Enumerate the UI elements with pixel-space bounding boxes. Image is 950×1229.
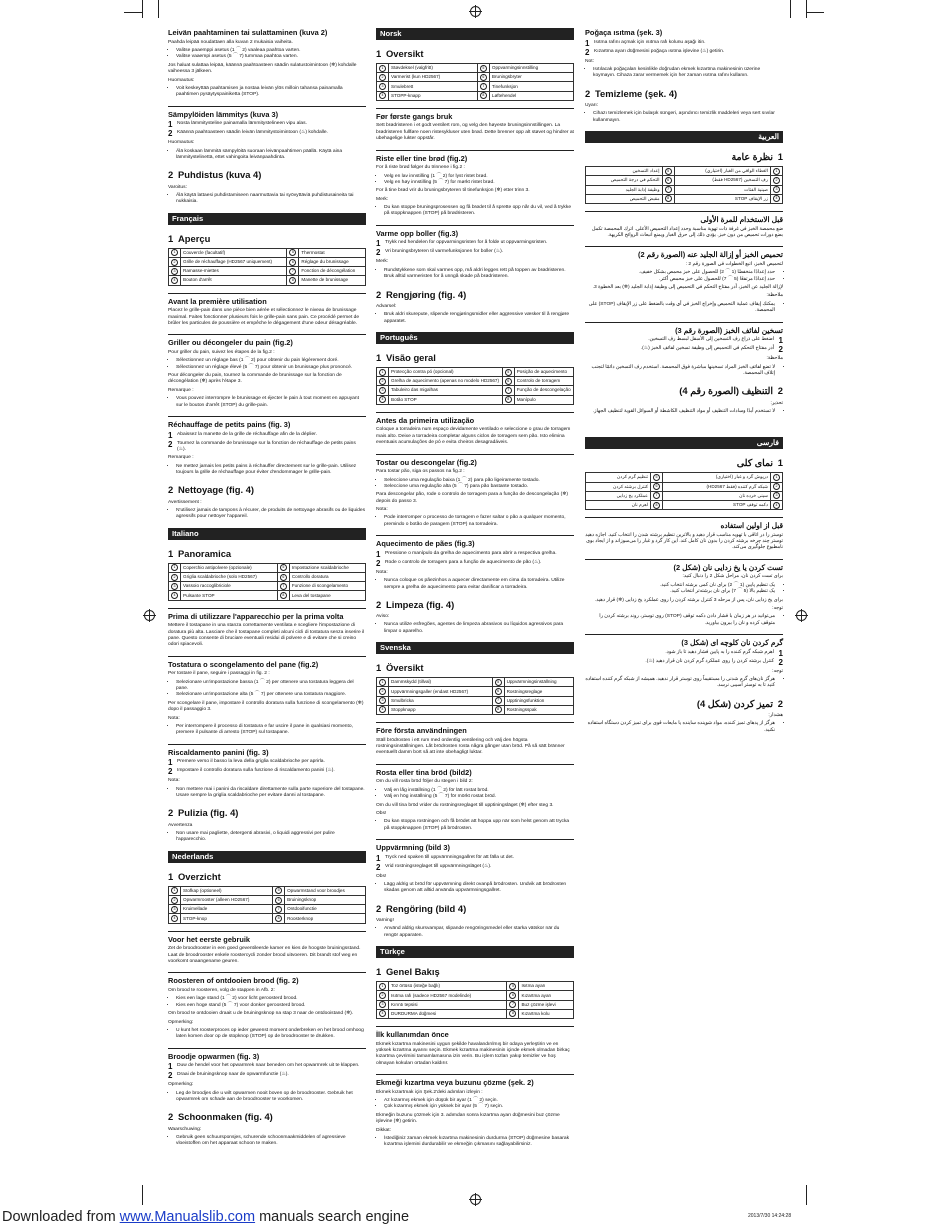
no-first-text: Sett brødristeren i et godt ventilert rom, og velg den høyeste bruningsinnstillingen. La brødristeren fullføre noen ristesykluser uten brød. Dette brenner opp alt støvet og hindrer at ubehagelige lukter oppstår. (376, 123, 574, 142)
pt-clean-warn-label: Aviso: (376, 614, 390, 620)
sv-warm-note: • Lägg aldrig ut bröd för uppvärmning direkt ovanpå brödrosten. Undvik att brödrosten skadas genom att alltid använda uppvärmningsgallret. (384, 882, 574, 895)
it-note-label: Nota: (168, 715, 180, 721)
tr-warm-step: Kızartma ayarı düğmesini poğaça ısıtma işlevine (♨) getirin. (594, 48, 725, 54)
no-toast-after: For å tine brød vrir du bruningsbryteren til tinefunksjon (❄) etter trinn 3. (376, 188, 530, 194)
it-overview-heading: 1 Panoramica (168, 547, 232, 559)
it-first-text: Mettere il tostapane in una stanza correttamente ventilata e scegliere l'impostazione di doratura più alta. Lasciare che il tostapane completi alcuni cicli di tostatura senza inserire il pane. Questo consente di bruciare eventuali residui di polvere e di evitare che si creino odori spiacevoli. (168, 623, 365, 648)
tr-toast-heading: Ekmeği kızartma veya buzunu çözme (şek. 2) (376, 1074, 574, 1088)
pt-first-heading: Antes da primeira utilização (376, 412, 574, 426)
pt-note-label: Nota: (376, 507, 388, 512)
registration-mark (470, 6, 481, 17)
ar-note-label: ملاحظة: (766, 293, 783, 299)
tr-clean-heading: 2 Temizleme (şek. 4) (585, 87, 678, 99)
fi-warm-step: Nosta lämmitysteline painamalla lämmitystelineen vipu alas. (177, 121, 307, 127)
print-timestamp: 2013/7/30 14:24:28 (748, 1213, 792, 1219)
pt-note: • Pode interromper o processo de torragem e fazer saltar o pão a qualquer momento, premindo o botão de paragem (STOP) na torradeira. (384, 515, 574, 528)
crop-mark (142, 1185, 143, 1205)
ar-warm-note-label: ملاحظة: (766, 356, 783, 362)
crop-mark (806, 1185, 807, 1205)
fa-first-text: توستر را در اتاقی با تهویه مناسب قرار دهید و بالاترین تنظیم برشته شدن را انتخاب کنید. اجازه دهید توستر چند چرخه برشته کردن را بدون نان کامل کند. این کار گرد و غبار را می‌سوزاند و از ایجاد بوی نامطبوع جلوگیری می‌کند. (585, 532, 783, 551)
fi-clean-warn-label: Varoitus: (168, 184, 187, 190)
sv-warm-step: Vrid rostningsreglaget till uppvärmningsläget (♨). (385, 863, 492, 869)
fr-note: • Vous pouvez interrompre le brunissage et éjecter le pain à tout moment en appuyant sur le bouton d'arrêt (STOP) du grille-pain. (176, 396, 366, 409)
it-toast-intro: Per tostare il pane, seguire i passaggi in fig. 2 : (168, 671, 270, 677)
no-warm-note-label: Merk: (376, 259, 389, 265)
fa-toast-after: برای یخ زدایی نان، پس از مرحله 3 کنترل برشته کردن را روی عملکرد یخ زدایی (❄) قرار دهید. (594, 597, 783, 603)
fi-toast-bullet: • Valitse vaaempi asetus (5 ⌒ 7) tummaa paahtoa varten. (176, 54, 366, 60)
section-header-sv: Svenska (376, 642, 574, 654)
nl-overview-heading: 1 Overzicht (168, 870, 221, 882)
it-clean-heading: 2 Pulizia (fig. 4) (168, 807, 239, 819)
tr-note: • İstediğiniz zaman ekmek kızartma makinesinin durdurma (STOP) düğmesine basarak kızartma işlemini durdurabilir ve ekmeğin çıkmasını sağlayabilirsiniz. (384, 1136, 574, 1149)
pt-warm-note: • Nunca coloque os pãezinhos a aquecer directamente em cima da torradeira. Utilize sempre a grelha de aquecimento para evitar danificar a torradeira. (384, 578, 574, 591)
registration-mark (470, 1194, 481, 1205)
fa-warm-note-label: توجه: (772, 668, 783, 674)
ar-toast-after: لإزالة الجليد عن الخبز، أدر مفتاح التحكم في التحميص إلى وظيفة إذابة الجليد (❄) بعد الخطوة 3. (592, 285, 783, 291)
fi-toast-heading: Leivän paahtaminen tai sulattaminen (kuva 2) (168, 28, 328, 37)
sv-warm-step: Tryck ned spaken till uppvärmningsgallret för att fälla ut det. (385, 854, 514, 860)
pt-toast-bullet: • Seleccione uma regulação baixa (1 ⌒ 2) para pão ligeiramente tostado. (384, 478, 574, 484)
section-header-it: Italiano (168, 528, 366, 540)
pt-warm-step: Pressione o manípulo da grelha de aquecimento para abrir a respectiva grelha. (385, 550, 557, 556)
no-toast-bullet: • Velg en lav innstilling (1 ⌒ 2) for lyst ristet brød. (384, 174, 574, 180)
section-header-fa: فارسی (585, 437, 783, 449)
sv-clean-warn: • Använd aldrig skursvampar, slipande rengöringsmedel eller starka vätskor när du rengör apparaten. (384, 926, 574, 939)
no-toast-intro: For å riste brød følger du trinnene i fig.2 : (376, 165, 465, 171)
no-warm-note: • Rundstykkene som skal varmes opp, må aldri legges rett på toppen av brødristeren. Bruk alltid varmeristen for å unngå skade på brødristeren. (384, 268, 574, 281)
tr-toast-bullet: • Çok kızarmış ekmek için yüksek bir ayar (5 ⌒ 7) seçin. (384, 1104, 574, 1110)
download-prefix: Downloaded from (2, 1209, 120, 1225)
fr-clean-heading: 2 Nettoyage (fig. 4) (168, 484, 255, 496)
download-notice (2, 1209, 409, 1225)
section-header-fr: Français (168, 213, 366, 225)
fa-first-heading: قبل از اولین استفاده (585, 517, 783, 531)
fa-toast-bullet: • یک تنظیم بالا (5 ⌒ 7) برای نان برشته‌تر انتخاب کنید. (585, 589, 775, 595)
fi-toast-list (168, 48, 366, 61)
sv-clean-heading: 2 Rengöring (bild 4) (376, 902, 467, 914)
ar-note: • يمكنك إيقاف عملية التحميص وإخراج الخبز في أي وقت بالضغط على زر الإيقاف (STOP) على المحمصة. (585, 302, 775, 315)
sv-warm-note-label: Obs! (376, 873, 387, 879)
crop-mark (142, 0, 143, 18)
ar-warm-step: اضغط على ذراع رف التسخين إلى الأسفل لبسط رف التسخين. (648, 337, 774, 343)
crop-mark (806, 12, 824, 13)
section-header-ar: العربية (585, 131, 783, 143)
tr-toast-intro: Ekmek kızartmak için Şek.2'deki adımları izleyin : (376, 1089, 483, 1095)
tr-note-label: Dikkat: (376, 1127, 391, 1133)
it-first-heading: Prima di utilizzare l'apparecchio per la prima volta (168, 608, 366, 622)
pt-toast-intro: Para tostar pão, siga os passos na fig.2 : (376, 469, 465, 475)
sv-toast-bullet: • Välj en låg inställning (1 ⌒ 2) för lätt rostat bröd. (384, 788, 574, 794)
it-clean-warn: • Non usare mai pagliette, detergenti abrasivi, o liquidi aggressivi per pulire l'apparecchio. (176, 831, 366, 844)
no-note: • Du kan stoppe bruningsprosessen og få brødet til å sprette opp når du vil, ved å trykke på stoppknappen (STOP) på brødristeren. (384, 205, 574, 218)
crop-mark (124, 12, 142, 13)
it-warm-step: Premere verso il basso la leva della griglia scaldabrioche per aprirla. (177, 759, 325, 765)
column-middle: Norsk 1 Oversikt 1 Støvdeksel (valgfritt) 5 Oppvarmingsinnstilling 2 Varmerist (kun HD2567) 6 Bruningsbryter 3 Smulebrett 7 Tinefunksjon 4 STOPP-knapp 8 Løftehendel Før første gangs bruk Sett brødristeren i et godt ventilert rom, og velg den høyeste bruningsinnstillingen. La brødristeren fullføre noen ristesykluser uten brød. Dette brenner opp alt støvet og hindrer at ubehagelige lukter oppstår. Riste eller tine brød (fig.2) For å riste brød følger du trinnene i fig.2 : • Velg en lav innstilling (1 ⌒ 2) for lyst ristet brød. • Velg en høy innstilling (5 ⌒ 7) for mørkt ristet brød. For å tine brød vrir du bruningsbryteren til tinefunksjon (❄) etter trinn 3. Merk: • Du kan stoppe bruningsprosessen og få brødet til å sprette opp når du vil, ved å trykke på stoppknappen (STOP) på brødristeren. Varme opp boller (fig.3) 1 Trykk ned hendelen for oppvarmingsristen for å folde ut oppvarmingsristen. 2 Vri bruningsbryteren til varmefunksjonen for boller (♨). Merk: • Rundstykkene som skal varmes opp, må aldri legges rett på toppen av brødristeren. Bruk alltid varmeristen for å unngå skade på brødristeren. 2 Rengjøring (fig. 4) Advarsel: • Bruk aldri skurepute, slipende rengjøringsmidler eller aggressive væsker til å rengjøre apparatet. Português 1 Visão geral 1 Protecção contra pó (opcional) 5 Posição de aquecimento 2 Grelha de aquecimento (apenas no modelo HD2567) 6 Controlo de torragem 3 Tabuleiro das migalhas 7 Função de descongelação 4 Botão STOP 8 Manípulo Antes da primeira utilização Coloque a torradeira num espaço devidamente ventilado e seleccione o grau de torragem mais alto. Deixe a torradeira completar alguns ciclos de torragem sem pão. Isto elimina eventuais acumulações de pó e evita cheiros desagradáveis. Tostar ou descongelar (fig.2) Para tostar pão, siga os passos na fig.2 : • Seleccione uma regulação baixa (1 ⌒ 2) para pão ligeiramente tostado. • Seleccione uma regulação alta (5 ⌒ 7) para pão bastante tostado. Para descongelar pão, rode o controlo de torragem para a função de descongelação (❄) depois do passo 3. Nota: • Pode interromper o processo de torragem e fazer saltar o pão a qualquer momento, premindo o botão de paragem (STOP) na torradeira. Aquecimento de pães (fig.3) 1 Pressione o manípulo da grelha de aquecimento para abrir a respectiva grelha. 2 Rode o controlo de torragem para a função de aquecimento de pão (♨). Nota: • Nunca coloque os pãezinhos a aquecer directamente em cima da torradeira. Utilize sempre a grelha de aquecimento para evitar danificar a torradeira. 2 Limpeza (fig. 4) Aviso: • Nunca utilize esfregões, agentes de limpeza abrasivos ou líquidos agressivos para limpar o aparelho. Svenska 1 Översikt 1 Dammskydd (tillval) 5 Uppvärmningsinställning 2 Uppvärmningsgaller (endast HD2567) 6 Rostningsreglage 3 Smulbricka 7 Upptiningsfunktion 4 Stoppknapp 8 Rostningsspak Före första användningen Ställ brödrosten i ett rum med ordentlig ventilering och välj den högsta rostningsinställningen. Låt brödrosten rosta några gånger utan bröd. På så sätt bränner eventuellt damm bort så att inte obehagligt luktar. Rosta eller tina bröd (bild2) Om du vill rosta bröd följer du stegen i bild 2: • Välj en låg inställning (1 ⌒ 2) för lätt rostat bröd. • Välj en hög inställning (5 ⌒ 7) för mörkt rostat bröd. Om du vill tina bröd vrider du rostningsreglaget till upptiningsläget (❄) efter steg 3. Obs! • Du kan stoppa rostningen och få brödet att hoppa upp när som helst genom att trycka på stoppknappen (STOP) på brödrosten. Uppvärmning (bild 3) 1 Tryck ned spaken till uppvärmningsgallret för att fälla ut det. 2 Vrid rostningsreglaget till uppvärmningsläget (♨). Obs! • Lägg aldrig ut bröd för uppvärmning direkt ovanpå brödrosten. Undvik att brödrosten skadas genom att alltid använda uppvärmningsgallret. 2 Rengöring (bild 4) Varning! • Använd aldrig skursvampar, slipande rengöringsmedel eller starka vätskor när du rengör apparaten. Türkçe 1 Genel Bakış 1 Toz örtüsü (isteğe bağlı) 5 Isıtma ayarı 2 Isıtma rafı (sadece HD2567 modelinde) 6 Kızartma ayarı 3 Kırıntı tepsisi 7 Buz çözme işlevi 4 DURDURMA düğmesi 8 Kızartma kolu İlk kullanımdan önce Ekmek kızartma makinesini uygun şekilde havalandırılmış bir odaya yerleştirin ve en yüksek kızartma ayarını seçin. Ekmek kızartma makinesinin içinde ekmek olmadan birkaç kızartma çevrimini tamamlamasına izin verin. Bu işlem tozları yakıp temizler ve hoş olmayan kokuları ortadan kaldırır. Ekmeği kızartma veya buzunu çözme (şek. 2) Ekmek kızartmak için Şek.2'deki adımları izleyin : • Az kızarmış ekmek için düşük bir ayar (1 ⌒ 2) seçin. • Çok kızarmış ekmek için yüksek bir ayar (5 ⌒ 7) seçin. Ekmeğin buzunu çözmek için 3. adımdan sonra kızartma ayarı düğmesini buz çözme işlevine (❄) getirin. Dikkat: • İstediğiniz zaman ekmek kızartma makinesinin durdurma (STOP) düğmesine basarak kızartma işlemini durdurabilir ve ekmeğin çıkmasını sağlayabilirsiniz. (376, 28, 574, 1151)
nl-clean-warn: • Gebruik geen schuursponsjes, schurende schoonmaakmiddelen of agressieve vloeistoffen om het apparaat schoon te maken. (176, 1135, 366, 1148)
ar-toast-intro: لتحميص الخبز، اتبع الخطوات في الصورة رقم 2 : (685, 261, 783, 267)
fi-clean-warn: • Älä käytä lattaesi puhdistamiseen naarmuttavia tai syövyttäviä puhdistusaineita tai nukkaisia. (176, 193, 366, 206)
ar-toast-bullet: • حدد إعدادًا مرتفعًا (5 ⌒ 7) للحصول على خبز محمص أكثر. (585, 277, 775, 283)
nl-first-text: Zet de broodrooster in een goed geventileerde kamer en kies de hoogste bruiningsstand. Laat de broodrooster enkele roostercycli zonder brood uitvoeren. Dit brandt stof weg en voorkomt onaangename geuren. (168, 946, 361, 965)
nl-note: • U kunt het roosterproces op ieder gewenst moment onderbreken en het brood omhoog laten komen door op de stopknop (STOP) op de broodrooster te drukken. (176, 1028, 366, 1041)
fa-warm-note: • هرگز نان‌های گرم شدنی را مستقیماً روی توستر قرار ندهید. همیشه از شبکه گرم کننده استفاده کنید تا به توستر آسیبی نرسد. (585, 677, 775, 690)
fa-overview-table: 1 درپوش گرد و غبار (اختیاری) 5 تنظیم گرم کردن 2 شبکه گرم کننده (فقط HD2567) 6 کنترل برشته کردن 3 سینی خرده نان 7 عملکرد یخ زدایی 4 دکمه توقف STOP 8 اهرم نان (585, 472, 783, 510)
fa-note: • می‌توانید در هر زمان با فشار دادن دکمه توقف (STOP) روی توستر، روند برشته کردن را متوقف کرده و نان را بیرون بیاورید. (585, 614, 775, 627)
fr-first-text: Placez le grille-pain dans une pièce bien aérée et sélectionnez le niveau de brunissage maximal. Faites fonctionner plusieurs fois le grille-pain sans pain. Ce procédé permet de brûler les particules de poussière et empêche le dégagement d'une odeur désagréable. (168, 308, 360, 326)
fi-warm-note: • Älä koskaan lämmitä sämpylöitä suoraan leivänpaahtimen päällä. Käytä aina lämmitystelinettä, ettet vahingoita leivänpaahdinta. (176, 149, 366, 162)
sv-warm-heading: Uppvärmning (bild 3) (376, 839, 574, 853)
sv-first-heading: Före första användningen (376, 722, 574, 736)
nl-clean-heading: 2 Schoonmaken (fig. 4) (168, 1111, 273, 1123)
tr-warm-note-label: Not: (585, 58, 594, 64)
sv-toast-intro: Om du vill rosta bröd följer du stegen i bild 2: (376, 779, 473, 785)
no-note-label: Merk: (376, 196, 389, 202)
it-warm-note-label: Nota: (168, 778, 180, 784)
pt-overview-table: 1 Protecção contra pó (opcional) 5 Posição de aquecimento 2 Grelha de aquecimento (apenas no modelo HD2567) 6 Controlo de torragem 3 Tabuleiro das migalhas 7 Função de descongelação 4 Botão STOP 8 Manípulo (376, 367, 574, 405)
manualslib-link[interactable]: www.Manualslib.com (119, 1209, 256, 1225)
section-header-no: Norsk (376, 28, 574, 40)
crop-mark (806, 0, 807, 18)
fi-warm-heading: Sämpylöiden lämmitys (kuva 3) (168, 106, 366, 120)
fi-note: • Voit keskeyttää paahtamisen ja nostaa leivän ylös milloin tahansa painamalla paahtimen pysäytyspainiketta (STOP). (176, 86, 366, 99)
ar-first-heading: قبل الاستخدام للمرة الأولى (585, 211, 783, 225)
fa-block: 1نمای کلی 1 درپوش گرد و غبار (اختیاری) 5 تنظیم گرم کردن 2 شبکه گرم کننده (فقط HD2567) 6 کنترل برشته کردن 3 سینی خرده نان 7 عملکرد یخ زدایی 4 دکمه توقف STOP 8 اهرم نان قبل از اولین استفاده توستر را در اتاقی با تهویه مناسب قرار دهید و بالاترین تنظیم برشته شدن را انتخاب کنید. اجازه دهید توستر چند چرخه برشته کردن را بدون نان کامل کند. این کار گرد و غبار را می‌سوزاند و از ایجاد بوی نامطبوع جلوگیری می‌کند. تست کردن یا یخ زدایی نان (شکل 2) برای تست کردن نان، مراحل شکل 2 را دنبال کنید: • یک تنظیم پایین (1 ⌒ 2) برای نان کمی برشته انتخاب کنید. • یک تنظیم بالا (5 ⌒ 7) برای نان برشته‌تر انتخاب کنید. برای یخ زدایی نان، پس از مرحله 3 کنترل برشته کردن را روی عملکرد یخ زدایی (❄) قرار دهید. توجه: • می‌توانید در هر زمان با فشار دادن دکمه توقف (STOP) روی توستر، روند برشته کردن را متوقف کرده و نان را بیرون بیاورید. گرم کردن نان کلوچه ای (شکل 3) 1 اهرم شبکه گرم کننده را به پایین فشار دهید تا باز شود. 2 کنترل برشته کردن را روی عملکرد گرم کردن نان قرار دهید (♨). توجه: • هرگز نان‌های گرم شدنی را مستقیماً روی توستر قرار ندهید. همیشه از شبکه گرم کننده استفاده کنید تا به توستر آسیبی نرسد. 2تمیز کردن (شکل 4) هشدار: • هرگز از پدهای تمیز کننده، مواد شوینده ساینده یا مایعات قوی برای تمیز کردن دستگاه استفاده نکنید. (585, 457, 783, 734)
nl-warm-step: Draai de bruiningsknop naar de opwarmfunctie (♨). (177, 1072, 289, 1078)
nl-toast-bullet: • Kies een hoge stand (5 ⌒ 7) voor donker geroosterd brood. (176, 1003, 366, 1009)
it-warm-step: Impostare il controllo doratura sulla funzione di riscaldamento panini (♨). (177, 768, 335, 774)
it-warm-heading: Riscaldamento panini (fig. 3) (168, 744, 366, 758)
ar-warm-step: أدر مفتاح التحكم في التحميص إلى وظيفة تسخين لفائف الخبز (♨). (640, 346, 774, 352)
tr-first-heading: İlk kullanımdan önce (376, 1026, 574, 1040)
fa-toast-intro: برای تست کردن نان، مراحل شکل 2 را دنبال کنید: (682, 574, 783, 580)
fa-toast-bullet: • یک تنظیم پایین (1 ⌒ 2) برای نان کمی برشته انتخاب کنید. (585, 583, 775, 589)
no-first-heading: Før første gangs bruk (376, 108, 574, 122)
fa-note-label: توجه: (772, 605, 783, 611)
fr-toast-bullet: • Sélectionnez un réglage élevé (5 ⌒ 7) pour obtenir un brunissage plus prononcé. (176, 365, 366, 371)
nl-toast-heading: Roosteren of ontdooien brood (fig. 2) (168, 972, 366, 986)
ar-first-text: ضع محمصة الخبز في غرفة ذات تهوية مناسبة وحدد إعداد التحميص الأعلى. اترك المحمصة تكمل بضع دورات تحميص من دون خبز. يؤدي ذلك إلى حرق الغبار ويمنع انبعاث الروائح الكريهة. (591, 226, 783, 238)
fr-clean-warn-label: Avertissement : (168, 499, 202, 505)
section-header-nl: Nederlands (168, 851, 366, 863)
nl-clean-warn-label: Waarschuwing: (168, 1126, 202, 1132)
nl-note-label: Opmerking: (168, 1019, 194, 1025)
nl-warm-note: • Leg de broodjes die u wilt opwarmen nooit boven op de broodrooster. Gebruik het opwarmrek om schade aan de broodrooster te voorkomen. (176, 1091, 366, 1104)
no-clean-heading: 2 Rengjøring (fig. 4) (376, 288, 467, 300)
fi-toast-text: Jos haluat sulattaa leipää, käännä paahtoasteen säädin sulatustoimintoon (❄) kohdalle vaiheessa 3 jälkeen. (168, 62, 357, 75)
registration-mark (144, 610, 155, 621)
nl-first-heading: Voor het eerste gebruik (168, 931, 366, 945)
no-warm-step: Vri bruningsbryteren til varmefunksjonen for boller (♨). (385, 249, 504, 255)
no-overview-table: 1 Støvdeksel (valgfritt) 5 Oppvarmingsinnstilling 2 Varmerist (kun HD2567) 6 Bruningsbryter 3 Smulebrett 7 Tinefunksjon 4 STOPP-knapp 8 Løftehendel (376, 63, 574, 101)
fa-clean-warn-label: هشدار: (768, 713, 783, 719)
sv-toast-heading: Rosta eller tina bröd (bild2) (376, 764, 574, 778)
fr-warm-step: Tournez la commande de brunissage sur la fonction de réchauffage de petits pains (♨). (177, 440, 356, 452)
pt-toast-bullet: • Seleccione uma regulação alta (5 ⌒ 7) para pão bastante tostado. (384, 484, 574, 490)
fr-warm-step: Abaissez la manette de la grille de réchauffage afin de la déplier. (177, 431, 317, 437)
fr-warm-note: • Ne mettez jamais les petits pains à réchauffer directement sur le grille-pain. Utilisez toujours la grille de réchauffage pour éviter d'endommager le grille-pain. (176, 464, 366, 477)
tr-toast-bullet: • Az kızarmış ekmek için düşük bir ayar (1 ⌒ 2) seçin. (384, 1098, 574, 1104)
it-toast-bullet: • Selezionare un'impostazione alta (5 ⌒ 7) per ottenere una tostatura maggiore. (176, 692, 366, 698)
pt-clean-heading: 2 Limpeza (fig. 4) (376, 598, 455, 610)
fa-clean-heading: 2تمیز کردن (شکل 4) (696, 697, 783, 709)
pt-warm-heading: Aquecimento de pães (fig.3) (376, 535, 574, 549)
nl-toast-bullet: • Kies een lage stand (1 ⌒ 2) voor licht geroosterd brood. (176, 996, 366, 1002)
column-left: Leivän paahtaminen tai sulattaminen (kuva 2) Paahda leipää noudattaen alla kuvan 2 mukaisia vaiheita. • Valitse paaemppi asetus (1 ⌒ 2) vaaleaa paahtoa varten. • Valitse vaaempi asetus (5 ⌒ 7) tummaa paahtoa varten. Jos haluat sulattaa leipää, käännä paahtoasteen säädin sulatustoimintoon (❄) kohdalle vaiheessa 3 jälkeen. Huomautus: • Voit keskeyttää paahtamisen ja nostaa leivän ylös milloin tahansa painamalla paahtimen pysäytyspainiketta (STOP). Sämpylöiden lämmitys (kuva 3) 1 Nosta lämmitysteline painamalla lämmitystelineen vipu alas. 2 Käännä paahtoasteen säädin leivän lämmitystoimintoon (♨) kohdalle. Huomautus: • Älä koskaan lämmitä sämpylöitä suoraan leivänpaahtimen päällä. Käytä aina lämmitystelinettä, ettet vahingoita leivänpaahdinta. 2 Puhdistus (kuva 4) Varoitus: • Älä käytä lattaesi puhdistamiseen naarmuttavia tai syövyttäviä puhdistusaineita tai nukkaisia. Français 1 Aperçu 1 Couvercle (facultatif) 5 Thermostat 2 Grille de réchauffage (HD2567 uniquement) 6 Réglage du brunissage 3 Ramasse-miettes 7 Fonction de décongélation 4 Bouton d'arrêt 8 Manette de brunissage Avant la première utilisation Placez le grille-pain dans une pièce bien aérée et sélectionnez le niveau de brunissage maximal. Faites fonctionner plusieurs fois le grille-pain sans pain. Ce procédé permet de brûler les particules de poussière et empêche le dégagement d'une odeur désagréable. Griller ou décongeler du pain (fig.2) Pour griller du pain, suivez les étapes de la fig.2 : • Sélectionnez un réglage bas (1 ⌒ 2) pour obtenir du pain légèrement doré. • Sélectionnez un réglage élevé (5 ⌒ 7) pour obtenir un brunissage plus prononcé. Pour décongeler du pain, tournez la commande de brunissage sur la fonction de décongélation (❄) après l'étape 3. Remarque : • Vous pouvez interrompre le brunissage et éjecter le pain à tout moment en appuyant sur le bouton d'arrêt (STOP) du grille-pain. Réchauffage de petits pains (fig. 3) 1 Abaissez la manette de la grille de réchauffage afin de la déplier. 2 Tournez la commande de brunissage sur la fonction de réchauffage de petits pains (♨). Remarque : • Ne mettez jamais les petits pains à réchauffer directement sur le grille-pain. Utilisez toujours la grille de réchauffage pour éviter d'endommager le grille-pain. 2 Nettoyage (fig. 4) Avertissement : • N'utilisez jamais de tampons à récurer, de produits de nettoyage abrasifs ou de liquides agressifs pour nettoyer l'appareil. Italiano 1 Panoramica 1 Coperchio antipolvere (opzionale) 5 Impostazione scaldabrioche 2 Griglia scaldabrioche (solo HD2567) 6 Controllo doratura 3 Vassoio raccoglibriciole 7 Funzione di scongelamento 4 Pulsante STOP 8 Leva del tostapane Prima di utilizzare l'apparecchio per la prima volta Mettere il tostapane in una stanza correttamente ventilata e scegliere l'impostazione di doratura più alta. Lasciare che il tostapane completi alcuni cicli di tostatura senza inserire il pane. Questo consente di bruciare eventuali residui di polvere e di evitare che si creino odori spiacevoli. Tostatura o scongelamento del pane (fig.2) Per tostare il pane, seguire i passaggi in fig. 2 : • Selezionare un'impostazione bassa (1 ⌒ 2) per ottenere una tostatura leggera del pane. • Selezionare un'impostazione alta (5 ⌒ 7) per ottenere una tostatura maggiore. Per scongelare il pane, impostare il controllo doratura sulla funzione di scongelamento (❄) dopo il passaggio 3. Nota: • Per interrompere il processo di tostatura e far uscire il pane in qualsiasi momento, premere il pulsante di arresto (STOP) sul tostapane. Riscaldamento panini (fig. 3) 1 Premere verso il basso la leva della griglia scaldabrioche per aprirla. 2 Impostare il controllo doratura sulla funzione di riscaldamento panini (♨). Nota: • Non mettere mai i panini da riscaldare direttamente sulla parte superiore del tostapane. Usare sempre la griglia scaldabrioche per evitare danni al tostapane. 2 Pulizia (fig. 4) Avvertenza • Non usare mai pagliette, detergenti abrasivi, o liquidi aggressivi per pulire l'apparecchio. Nederlands 1 Overzicht 1 Stofkap (optioneel) 5 Opwarmstand voor broodjes 2 Opwarmrooster (alleen HD2567) 6 Bruiningsknop 3 Kruimellade 7 Ontdooifunctie 4 STOP-knop 8 Roosterknop Voor het eerste gebruik Zet de broodrooster in een goed geventileerde kamer en kies de hoogste bruiningsstand. Laat de broodrooster enkele roostercycli zonder brood uitvoeren. Dit brandt stof weg en voorkomt onaangename geuren. Roosteren of ontdooien brood (fig. 2) Om brood te roosteren, volg de stappen in Afb. 2: • Kies een lage stand (1 ⌒ 2) voor licht geroosterd brood. • Kies een hoge stand (5 ⌒ 7) voor donker geroosterd brood. Om brood te ontdooien draait u de bruiningsknop na stap 3 naar de ontdooistand (❄). Opmerking: • U kunt het roosterproces op ieder gewenst moment onderbreken en het brood omhoog laten komen door op de stopknop (STOP) op de broodrooster te drukken. Broodje opwarmen (fig. 3) 1 Duw de hendel voor het opwarmrek naar beneden om het opwarmrek uit te klappen. 2 Draai de bruiningsknop naar de opwarmfunctie (♨). Opmerking: • Leg de broodjes die u wilt opwarmen nooit boven op de broodrooster. Gebruik het opwarmrek om schade aan de broodrooster te voorkomen. 2 Schoonmaken (fig. 4) Waarschuwing: • Gebruik geen schuursponsjes, schurende schoonmaakmiddelen of agressieve vloeistoffen om het apparaat schoon te maken. (168, 28, 366, 1150)
ar-toast-heading: تحميص الخبز أو إزالة الجليد عنه (الصورة رقم 2) (585, 246, 783, 260)
pt-overview-heading: 1 Visão geral (376, 351, 436, 363)
fi-toast-text: Paahda leipää noudattaen alla kuvan 2 mukaisia vaiheita. (168, 39, 293, 45)
nl-toast-intro: Om brood te roosteren, volg de stappen in Afb. 2: (168, 988, 275, 994)
fa-overview-heading: 1نمای کلی (736, 457, 783, 469)
crop-mark (158, 0, 159, 18)
fr-toast-heading: Griller ou décongeler du pain (fig.2) (168, 334, 366, 348)
nl-warm-heading: Broodje opwarmen (fig. 3) (168, 1048, 366, 1062)
fi-toast-bullet: • Valitse paaemppi asetus (1 ⌒ 2) vaaleaa paahtoa varten. (176, 48, 366, 54)
pt-toast-heading: Tostar ou descongelar (fig.2) (376, 454, 574, 468)
tr-first-text: Ekmek kızartma makinesini uygun şekilde havalandırılmış bir odaya yerleştirin ve en yüksek kızartma ayarını seçin. Ekmek kızartma makinesinin içinde ekmek olmadan birkaç kızartma çevrimini tamamlamasına izin verin. Bu işlem tozları yakıp temizler ve hoş olmayan kokuları ortadan kaldırır. (376, 1041, 570, 1066)
it-toast-after: Per scongelare il pane, impostare il controllo doratura sulla funzione di scongelamento (❄) dopo il passaggio 3. (168, 700, 364, 713)
fi-warm-step: Käännä paahtoasteen säädin leivän lämmitystoimintoon (♨) kohdalle. (177, 130, 328, 136)
no-clean-warn: • Bruk aldri skurepute, slipende rengjøringsmidler eller aggressive væsker til å rengjøre apparatet. (384, 312, 574, 325)
sv-overview-table: 1 Dammskydd (tillval) 5 Uppvärmningsinställning 2 Uppvärmningsgaller (endast HD2567) 6 Rostningsreglage 3 Smulbricka 7 Upptiningsfunktion 4 Stoppknapp 8 Rostningsspak (376, 677, 574, 715)
fi-clean-heading: 2 Puhdistus (kuva 4) (168, 169, 262, 181)
it-clean-warn-label: Avvertenza (168, 822, 193, 828)
ar-clean-warn-label: تحذير: (770, 400, 783, 406)
fa-warm-heading: گرم کردن نان کلوچه ای (شکل 3) (585, 634, 783, 648)
nl-warm-note-label: Opmerking: (168, 1082, 194, 1088)
no-overview-heading: 1 Oversikt (376, 47, 424, 59)
it-toast-bullet: • Selezionare un'impostazione bassa (1 ⌒ 2) per ottenere una tostatura leggera del pane. (176, 680, 366, 693)
ar-toast-bullet: • حدد إعدادًا منخفضًا (1 ⌒ 2) للحصول على خبز محمص بشكل خفيف. (585, 270, 775, 276)
fr-overview-heading: 1 Aperçu (168, 232, 211, 244)
fa-warm-step: اهرم شبکه گرم کننده را به پایین فشار دهید تا باز شود. (665, 649, 774, 655)
fi-note-label: Huomautus: (168, 77, 195, 83)
ar-block: 1نظرة عامة 1 الغطاء الواقي من الغبار (اختياري) 5 إعداد التسخين 2 رف التسخين (HD2567 فقط) 6 التحكم في درجة التحميص 3 صينية الفتات 7 وظيفة إذابة الجليد 4 زر الإيقاف STOP 8 مقبض التحميص قبل الاستخدام للمرة الأولى ضع محمصة الخبز في غرفة ذات تهوية مناسبة وحدد إعداد التحميص الأعلى. اترك المحمصة تكمل بضع دورات تحميص من دون خبز. يؤدي ذلك إلى حرق الغبار ويمنع انبعاث الروائح الكريهة. تحميص الخبز أو إزالة الجليد عنه (الصورة رقم 2) لتحميص الخبز، اتبع الخطوات في الصورة رقم 2 : • حدد إعدادًا منخفضًا (1 ⌒ 2) للحصول على خبز محمص بشكل خفيف. • حدد إعدادًا مرتفعًا (5 ⌒ 7) للحصول على خبز محمص أكثر. لإزالة الجليد عن الخبز، أدر مفتاح التحكم في التحميص إلى وظيفة إذابة الجليد (❄) بعد الخطوة 3. ملاحظة: • يمكنك إيقاف عملية التحميص وإخراج الخبز في أي وقت بالضغط على زر الإيقاف (STOP) على المحمصة. تسخين لفائف الخبز (الصورة رقم 3) 1 اضغط على ذراع رف التسخين إلى الأسفل لبسط رف التسخين. 2 أدر مفتاح التحكم في التحميص إلى وظيفة تسخين لفائف الخبز (♨). ملاحظة: • لا تضع لفائف الخبز المراد تسخينها مباشرة فوق المحمصة. استخدم رف التسخين دائمًا لتجنب إتلاف المحمصة. 2التنظيف (الصورة رقم 4) تحذير: • لا تستخدم أبدًا وسادات التنظيف أو مواد التنظيف الكاشطة أو السوائل القوية لتنظيف الجهاز. (585, 151, 783, 415)
pt-toast-after: Para descongelar pão, rode o controlo de torragem para a função de descongelação (❄) depois do passo 3. (376, 492, 568, 504)
fi-warm-note-label: Huomautus: (168, 140, 195, 146)
tr-overview-table: 1 Toz örtüsü (isteğe bağlı) 5 Isıtma ayarı 2 Isıtma rafı (sadece HD2567 modelinde) 6 Kızartma ayarı 3 Kırıntı tepsisi 7 Buz çözme işlevi 4 DURDURMA düğmesi 8 Kızartma kolu (376, 981, 574, 1019)
pt-first-text: Coloque a torradeira num espaço devidamente ventilado e seleccione o grau de torragem mais alto. Deixe a torradeira completar alguns ciclos de torragem sem pão. Isto elimina eventuais acumulações de pó e evita cheiros desagradáveis. (376, 427, 571, 446)
pt-warm-note-label: Nota: (376, 569, 388, 575)
fa-clean-warn: • هرگز از پدهای تمیز کننده، مواد شوینده ساینده یا مایعات قوی برای تمیز کردن دستگاه استفاده نکنید. (585, 721, 775, 734)
section-header-tr: Türkçe (376, 946, 574, 958)
tr-clean-warn-label: Uyarı: (585, 102, 599, 108)
ar-clean-heading: 2التنظيف (الصورة رقم 4) (679, 385, 783, 397)
section-header-pt: Português (376, 332, 574, 344)
pt-warm-step: Rode o controlo de torragem para a função de aquecimento de pão (♨). (385, 559, 542, 565)
nl-toast-after: Om brood te ontdooien draait u de bruiningsknop na stap 3 naar de ontdooistand (❄). (168, 1011, 354, 1017)
it-note: • Per interrompere il processo di tostatura e far uscire il pane in qualsiasi momento, premere il pulsante di arresto (STOP) sul tostapane. (176, 724, 366, 737)
sv-note-label: Obs! (376, 810, 387, 816)
tr-warm-heading: Poğaça ısıtma (şek. 3) (585, 28, 663, 37)
tr-overview-heading: 1 Genel Bakış (376, 966, 440, 977)
fr-warm-note-label: Remarque : (168, 455, 194, 461)
no-warm-heading: Varme opp boller (fig.3) (376, 225, 574, 239)
tr-toast-after: Ekmeğin buzunu çözmek için 3. adımdan sonra kızartma ayarı düğmesini buz çözme işlevine (❄) getirin. (376, 1112, 560, 1125)
fr-warm-heading: Réchauffage de petits pains (fig. 3) (168, 416, 366, 430)
footer (0, 1207, 950, 1229)
column-right: Poğaça ısıtma (şek. 3) 1 Isıtma rafını açmak için ısıtma rafı kolunu aşağı itin. 2 Kızartma ayarı düğmesini poğaça ısıtma işlevine (♨) getirin. Not: • Isıtılacak poğaçaları kesinlikle doğrudan ekmek kızartma makinesinin üzerine koymayın. Cihaza zarar vermemek için her zaman ısıtma rafını kullanın. 2 Temizleme (şek. 4) Uyarı: • Cihazı temizlemek için bulaşık süngeri, aşındırıcı temizlik maddeleri veya sert sıvılar kullanmayın. العربية 1نظرة عامة 1 الغطاء الواقي من الغبار (اختياري) 5 إعداد التسخين 2 رف التسخين (HD2567 فقط) 6 التحكم في درجة التحميص 3 صينية الفتات 7 وظيفة إذابة الجليد 4 زر الإيقاف STOP 8 مقبض التحميص قبل الاستخدام للمرة الأولى ضع محمصة الخبز في غرفة ذات تهوية مناسبة وحدد إعداد التحميص الأعلى. اترك المحمصة تكمل بضع دورات تحميص من دون خبز. يؤدي ذلك إلى حرق الغبار ويمنع انبعاث الروائح الكريهة. تحميص الخبز أو إزالة الجليد عنه (الصورة رقم 2) لتحميص الخبز، اتبع الخطوات في الصورة رقم 2 : • حدد إعدادًا منخفضًا (1 ⌒ 2) للحصول على خبز محمص بشكل خفيف. • حدد إعدادًا مرتفعًا (5 ⌒ 7) للحصول على خبز محمص أكثر. لإزالة الجليد عن الخبز، أدر مفتاح التحكم في التحميص إلى وظيفة إذابة الجليد (❄) بعد الخطوة 3. ملاحظة: • يمكنك إيقاف عملية التحميص وإخراج الخبز في أي وقت بالضغط على زر الإيقاف (STOP) على المحمصة. تسخين لفائف الخبز (الصورة رقم 3) 1 اضغط على ذراع رف التسخين إلى الأسفل لبسط رف التسخين. 2 أدر مفتاح التحكم في التحميص إلى وظيفة تسخين لفائف الخبز (♨). ملاحظة: • لا تضع لفائف الخبز المراد تسخينها مباشرة فوق المحمصة. استخدم رف التسخين دائمًا لتجنب إتلاف المحمصة. 2التنظيف (الصورة رقم 4) تحذير: • لا تستخدم أبدًا وسادات التنظيف أو مواد التنظيف الكاشطة أو السوائل القوية لتنظيف الجهاز. فارسی 1نمای کلی 1 درپوش گرد و غبار (اختیاری) 5 تنظیم گرم کردن 2 شبکه گرم کننده (فقط HD2567) 6 کنترل برشته کردن 3 سینی خرده نان 7 عملکرد یخ زدایی 4 دکمه توقف STOP 8 اهرم نان قبل از اولین استفاده توستر را در اتاقی با تهویه مناسب قرار دهید و بالاترین تنظیم برشته شدن را انتخاب کنید. اجازه دهید توستر چند چرخه برشته کردن را بدون نان کامل کند. این کار گرد و غبار را می‌سوزاند و از ایجاد بوی نامطبوع جلوگیری می‌کند. تست کردن یا یخ زدایی نان (شکل 2) برای تست کردن نان، مراحل شکل 2 را دنبال کنید: • یک تنظیم پایین (1 ⌒ 2) برای نان کمی برشته انتخاب کنید. • یک تنظیم بالا (5 ⌒ 7) برای نان برشته‌تر انتخاب کنید. برای یخ زدایی نان، پس از مرحله 3 کنترل برشته کردن را روی عملکرد یخ زدایی (❄) قرار دهید. توجه: • می‌توانید در هر زمان با فشار دادن دکمه توقف (STOP) روی توستر، روند برشته کردن را متوقف کرده و نان را بیرون بیاورید. گرم کردن نان کلوچه ای (شکل 3) 1 اهرم شبکه گرم کننده را به پایین فشار دهید تا باز شود. 2 کنترل برشته کردن را روی عملکرد گرم کردن نان قرار دهید (♨). توجه: • هرگز نان‌های گرم شدنی را مستقیماً روی توستر قرار ندهید. همیشه از شبکه گرم کننده استفاده کنید تا به توستر آسیبی نرسد. 2تمیز کردن (شکل 4) هشدار: • هرگز از پدهای تمیز کننده، مواد شوینده ساینده یا مایعات قوی برای تمیز کردن دستگاه استفاده نکنید. (585, 28, 783, 736)
registration-mark (796, 610, 807, 621)
sv-overview-heading: 1 Översikt (376, 662, 424, 674)
no-clean-warn-label: Advarsel: (376, 303, 397, 309)
nl-overview-table: 1 Stofkap (optioneel) 5 Opwarmstand voor broodjes 2 Opwarmrooster (alleen HD2567) 6 Bruiningsknop 3 Kruimellade 7 Ontdooifunctie 4 STOP-knop 8 Roosterknop (168, 886, 366, 924)
tr-warm-note: • Isıtılacak poğaçaları kesinlikle doğrudan ekmek kızartma makinesinin üzerine koymayın. Cihaza zarar vermemek için her zaman ısıtma rafını kullanın. (593, 67, 783, 80)
no-warm-step: Trykk ned hendelen for oppvarmingsristen for å folde ut oppvarmingsristen. (385, 240, 548, 246)
it-toast-heading: Tostatura o scongelamento del pane (fig.2) (168, 656, 366, 670)
fr-clean-warn: • N'utilisez jamais de tampons à récurer, de produits de nettoyage abrasifs ou de liquides agressifs pour nettoyer l'appareil. (176, 508, 366, 521)
ar-overview-heading: 1نظرة عامة (731, 150, 783, 162)
no-toast-heading: Riste eller tine brød (fig.2) (376, 150, 574, 164)
sv-first-text: Ställ brödrosten i ett rum med ordentlig ventilering och välj den högsta rostningsinställningen. Låt brödrosten rosta några gånger utan bröd. På så sätt bränner eventuellt damm bort så att inte obehagligt luktar. (376, 737, 565, 756)
fr-first-heading: Avant la première utilisation (168, 293, 366, 307)
tr-warm-step: Isıtma rafını açmak için ısıtma rafı kolunu aşağı itin. (594, 39, 706, 45)
it-overview-table: 1 Coperchio antipolvere (opzionale) 5 Impostazione scaldabrioche 2 Griglia scaldabrioche (solo HD2567) 6 Controllo doratura 3 Vassoio raccoglibriciole 7 Funzione di scongelamento 4 Pulsante STOP 8 Leva del tostapane (168, 563, 366, 601)
fr-toast-after: Pour décongeler du pain, tournez la commande de brunissage sur la fonction de décongélation (❄) après l'étape 3. (168, 373, 342, 385)
fa-toast-heading: تست کردن یا یخ زدایی نان (شکل 2) (585, 559, 783, 573)
fa-warm-step: کنترل برشته کردن را روی عملکرد گرم کردن نان قرار دهید (♨). (645, 658, 774, 664)
fr-note-label: Remarque : (168, 387, 194, 393)
nl-warm-step: Duw de hendel voor het opwarmrek naar beneden om het opwarmrek uit te klappen. (177, 1063, 360, 1069)
sv-clean-warn-label: Varning! (376, 918, 394, 924)
ar-clean-warn: • لا تستخدم أبدًا وسادات التنظيف أو مواد التنظيف الكاشطة أو السوائل القوية لتنظيف الجهاز. (585, 409, 775, 415)
no-toast-bullet: • Velg en høy innstilling (5 ⌒ 7) for mørkt ristet brød. (384, 180, 574, 186)
download-suffix: manuals search engine (255, 1209, 410, 1225)
sv-note: • Du kan stoppa rostningen och få brödet att hoppa upp när som helst genom att trycka på stoppknappen (STOP) på brödrosten. (384, 819, 574, 832)
sv-toast-bullet: • Välj en hög inställning (5 ⌒ 7) för mörkt rostat bröd. (384, 794, 574, 800)
fr-toast-intro: Pour griller du pain, suivez les étapes de la fig.2 : (168, 349, 275, 355)
ar-warm-note: • لا تضع لفائف الخبز المراد تسخينها مباشرة فوق المحمصة. استخدم رف التسخين دائمًا لتجنب إتلاف المحمصة. (585, 365, 775, 378)
sv-toast-after: Om du vill tina bröd vrider du rostningsreglaget till upptiningsläget (❄) efter steg 3. (376, 802, 554, 808)
ar-warm-heading: تسخين لفائف الخبز (الصورة رقم 3) (585, 322, 783, 336)
it-warm-note: • Non mettere mai i panini da riscaldare direttamente sulla parte superiore del tostapane. Usare sempre la griglia scaldabrioche per evitare danni al tostapane. (176, 787, 366, 800)
pt-clean-warn: • Nunca utilize esfregões, agentes de limpeza abrasivos ou líquidos agressivos para limpar o aparelho. (384, 622, 574, 635)
crop-mark (790, 0, 791, 18)
fr-overview-table: 1 Couvercle (facultatif) 5 Thermostat 2 Grille de réchauffage (HD2567 uniquement) 6 Réglage du brunissage 3 Ramasse-miettes 7 Fonction de décongélation 4 Bouton d'arrêt 8 Manette de brunissage (168, 248, 366, 286)
tr-clean-warn: • Cihazı temizlemek için bulaşık süngeri, aşındırıcı temizlik maddeleri veya sert sıvılar kullanmayın. (593, 111, 783, 124)
ar-overview-table: 1 الغطاء الواقي من الغبار (اختياري) 5 إعداد التسخين 2 رف التسخين (HD2567 فقط) 6 التحكم في درجة التحميص 3 صينية الفتات 7 وظيفة إذابة الجليد 4 زر الإيقاف STOP 8 مقبض التحميص (585, 166, 783, 204)
fr-toast-bullet: • Sélectionnez un réglage bas (1 ⌒ 2) pour obtenir du pain légèrement doré. (176, 358, 366, 364)
